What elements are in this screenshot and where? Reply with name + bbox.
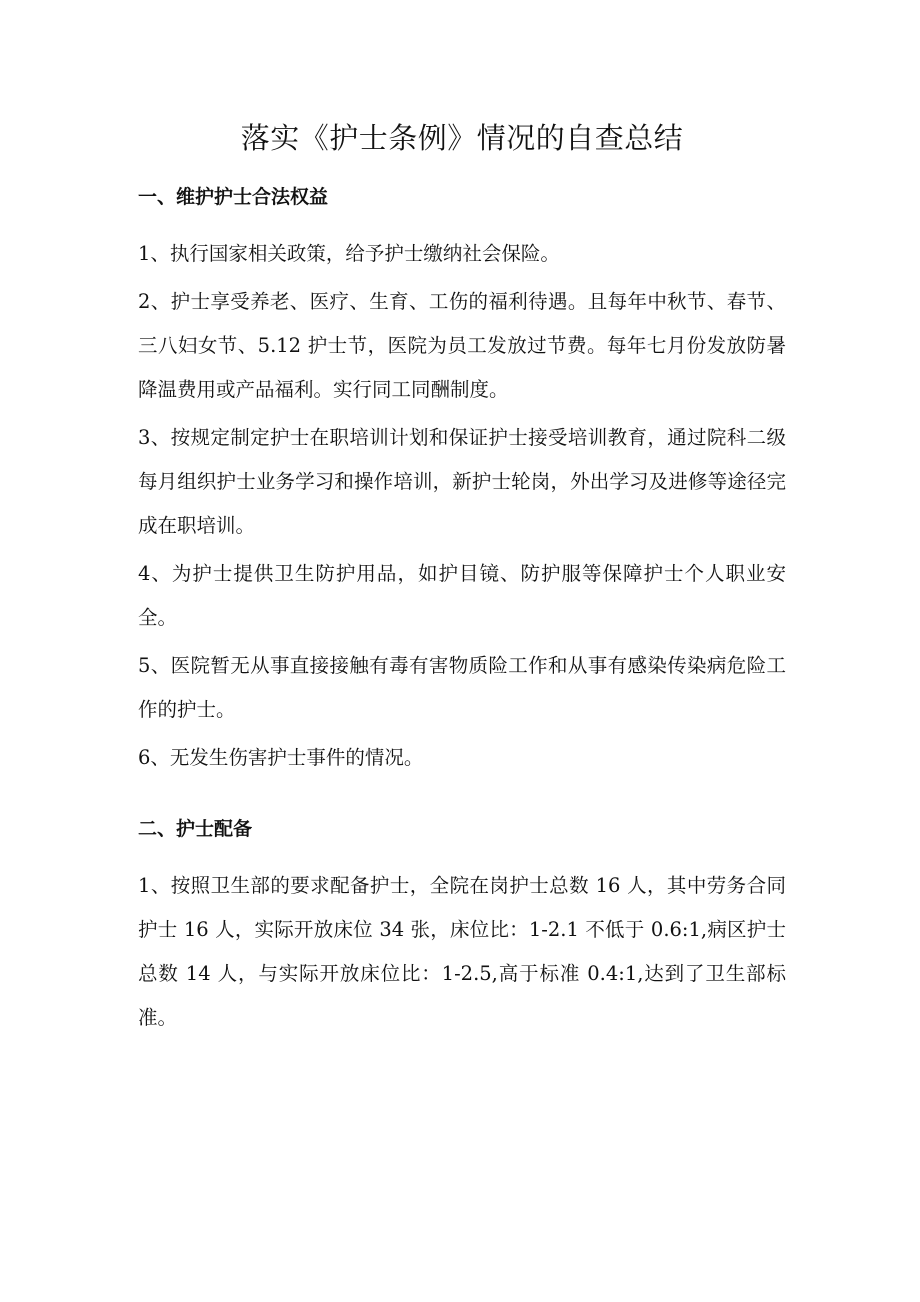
paragraph: 5、医院暂无从事直接接触有毒有害物质险工作和从事有感染传染病危险工作的护士。 [138, 654, 786, 721]
paragraph: 4、为护士提供卫生防护用品，如护目镜、防护服等保障护士个人职业安全。 [138, 562, 786, 629]
paragraph: 1、按照卫生部的要求配备护士，全院在岗护士总数 16 人，其中劳务合同护士 16 人，实际开放床位 34 张，床位比：1-2.1 不低于 0.6:1,病区护士总数 14 人，与实际开放床位比：1-2.5,高于标准 0.4:1,达到了卫生部标准。 [138, 874, 786, 1029]
section-heading: 二、护士配备 [138, 818, 253, 840]
paragraph: 3、按规定制定护士在职培训计划和保证护士接受培训教育，通过院科二级每月组织护士业务学习和操作培训，新护士轮岗，外出学习及进修等途径完成在职培训。 [138, 426, 786, 537]
section-rights [138, 184, 786, 780]
document-body [138, 118, 786, 1044]
document-title: 落实《护士条例》情况的自查总结 [240, 121, 684, 155]
section-heading: 一、维护护士合法权益 [138, 186, 329, 208]
section-staffing [138, 816, 786, 1040]
paragraph: 6、无发生伤害护士事件的情况。 [138, 746, 424, 769]
paragraph: 2、护士享受养老、医疗、生育、工伤的福利待遇。且每年中秋节、春节、三八妇女节、5.12 护士节，医院为员工发放过节费。每年七月份发放防暑降温费用或产品福利。实行同工同酬制度。 [138, 290, 786, 401]
paragraph: 1、执行国家相关政策，给予护士缴纳社会保险。 [138, 242, 560, 265]
